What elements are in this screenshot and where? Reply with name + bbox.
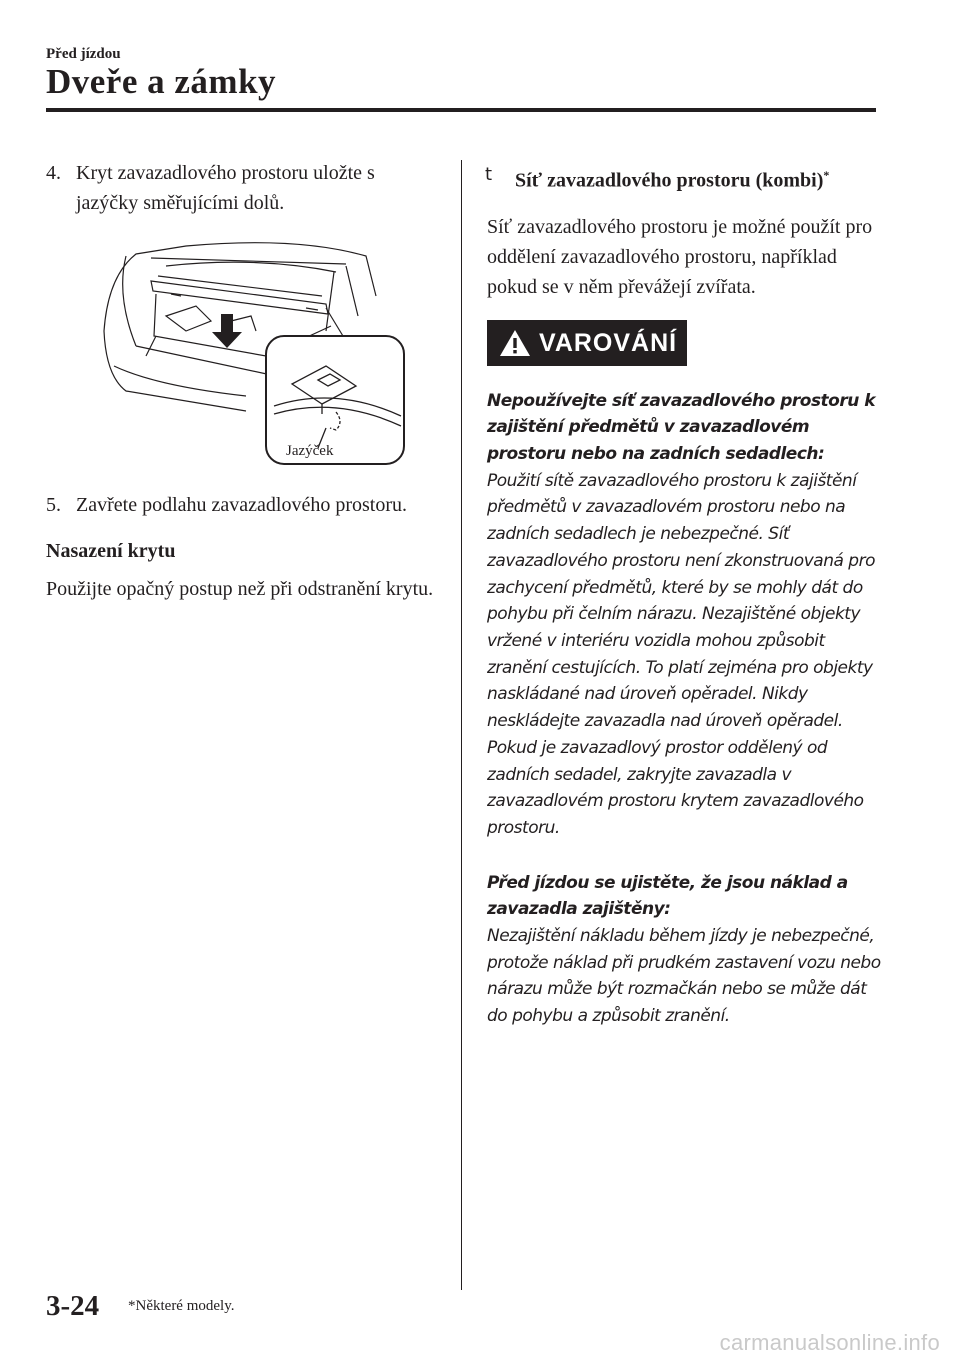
- step-number: 4.: [46, 162, 61, 184]
- paragraph: Síť zavazadlového prostoru je možné použít pro oddělení zavazadlového prostoru, například pokud se v něm převážejí zvířata.: [487, 215, 873, 298]
- header-rule: [46, 108, 876, 112]
- step-text: Kryt zavazadlového prostoru uložte s jazýčky směřujícími dolů.: [76, 162, 375, 214]
- warning-text: Nezajištění nákladu během jízdy je nebezpečné, protože náklad při prudkém zastavení vozu nebo nárazu může být rozmačkán nebo se může dát do pohybu a způsobit zranění.: [487, 926, 881, 1027]
- column-divider: [461, 160, 462, 1290]
- warning-title: Nepoužívejte síť zavazadlového prostoru k zajištění předmětů v zavazadlovém prostoru nebo na zadních sedadlech:: [487, 390, 876, 465]
- watermark: carmanualsonline.info: [719, 1330, 940, 1355]
- warning-banner: [487, 320, 687, 366]
- step-5: [46, 490, 441, 520]
- right-column: [487, 160, 882, 1030]
- warning-label: VAROVÁNÍ: [539, 328, 678, 357]
- section-marker-icon: t: [485, 164, 493, 185]
- page-number: 3-24: [46, 1290, 100, 1322]
- left-column: [46, 158, 441, 604]
- section-title: Dveře a zámky: [46, 62, 277, 101]
- step-number: 5.: [46, 494, 61, 516]
- section-heading: [487, 160, 882, 196]
- warning-title: Před jízdou se ujistěte, že jsou náklad a zavazadla zajištěny:: [487, 872, 848, 920]
- step-text: Zavřete podlahu zavazadlového prostoru.: [76, 494, 407, 516]
- warning-triangle-icon: [499, 329, 531, 357]
- paragraph: Použijte opačný postup než při odstranění krytu.: [46, 578, 434, 600]
- cargo-cover-illustration: [96, 236, 416, 476]
- subheading: Nasazení krytu: [46, 540, 176, 562]
- car-trunk-drawing: [96, 236, 416, 476]
- section-heading-text: Síť zavazadlového prostoru (kombi): [515, 169, 824, 192]
- step-4: [46, 158, 441, 218]
- footnote-marker: *: [823, 168, 830, 182]
- warning-text: Použití sítě zavazadlového prostoru k zajištění předmětů v zavazadlovém prostoru nebo na zadních sedadlech je nebezpečné. Síť zavazadlového prostoru není zkonstruovaná pro zachycení předmětů, které by se mohly dát do pohybu při čelním nárazu. Nezajištěné objekty vržené v interiéru vozidla mohou způsobit zranění cestujících. To platí zejména pro objekty naskládané nad úroveň opěradel. Nikdy neskládejte zavazadla nad úroveň opěradel. Pokud je zavazadlový prostor oddělený od zadních sedadel, zakryjte zavazadla v zavazadlovém prostoru krytem zavazadlového prostoru.: [487, 470, 875, 838]
- footnote: *Některé modely.: [128, 1298, 235, 1314]
- tab-callout-label: Jazýček: [286, 443, 334, 459]
- breadcrumb: Před jízdou: [46, 46, 121, 62]
- warning-body: [487, 388, 882, 1030]
